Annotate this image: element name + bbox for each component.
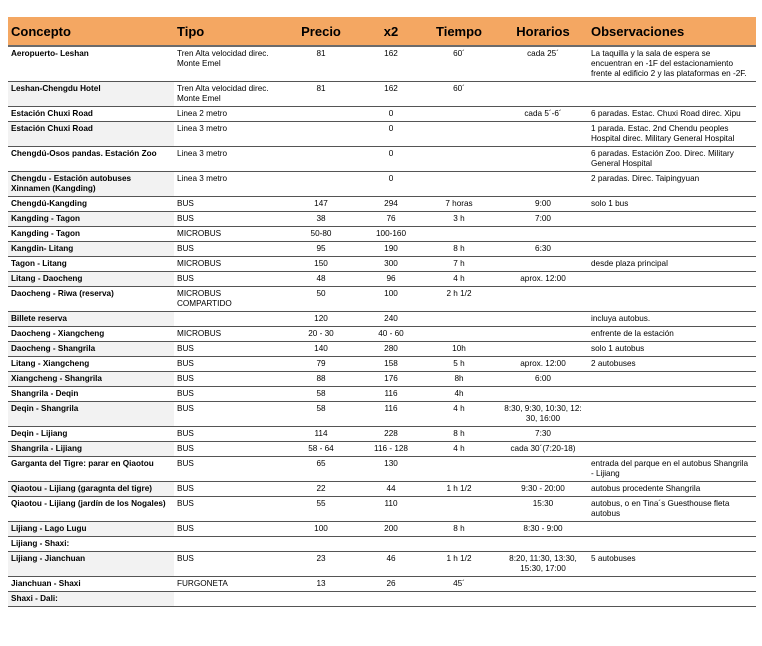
cell-x2: 96 [362, 272, 420, 287]
header-tiempo: Tiempo [420, 17, 498, 46]
cell-tipo: Linea 3 metro [174, 147, 280, 172]
cell-precio [280, 107, 362, 122]
cell-concepto: Kangding - Tagon [8, 212, 174, 227]
cell-tiempo [420, 312, 498, 327]
cell-horarios: 9:00 [498, 197, 588, 212]
cell-tipo: MICROBUS COMPARTIDO [174, 287, 280, 312]
cell-tipo: BUS [174, 357, 280, 372]
cell-observaciones [588, 442, 756, 457]
cell-concepto: Daocheng - Shangrila [8, 342, 174, 357]
cell-x2: 100 [362, 287, 420, 312]
cell-tiempo: 4h [420, 387, 498, 402]
cell-horarios: cada 30´(7:20-18) [498, 442, 588, 457]
cell-tipo: BUS [174, 197, 280, 212]
cell-precio [280, 592, 362, 607]
cell-x2: 0 [362, 107, 420, 122]
cell-x2: 44 [362, 482, 420, 497]
cell-x2: 0 [362, 122, 420, 147]
cell-precio: 22 [280, 482, 362, 497]
cell-concepto: Deqin - Shangrila [8, 402, 174, 427]
cell-concepto: Chengdú-Osos pandas. Estación Zoo [8, 147, 174, 172]
cell-observaciones: incluya autobus. [588, 312, 756, 327]
cell-tipo: BUS [174, 342, 280, 357]
cell-x2: 300 [362, 257, 420, 272]
cell-horarios: cada 25´ [498, 46, 588, 82]
cell-tipo: Tren Alta velocidad direc. Monte Emel [174, 46, 280, 82]
cell-tiempo: 1 h 1/2 [420, 552, 498, 577]
cell-precio: 38 [280, 212, 362, 227]
table-row [8, 107, 756, 122]
cell-precio [280, 122, 362, 147]
table-row [8, 457, 756, 482]
cell-horarios [498, 457, 588, 482]
cell-horarios: aprox. 12:00 [498, 357, 588, 372]
cell-observaciones [588, 272, 756, 287]
table-row [8, 482, 756, 497]
cell-concepto: Lijiang - Jianchuan [8, 552, 174, 577]
cell-horarios [498, 227, 588, 242]
cell-tiempo: 2 h 1/2 [420, 287, 498, 312]
cell-observaciones [588, 212, 756, 227]
cell-tiempo: 8 h [420, 522, 498, 537]
cell-horarios [498, 537, 588, 552]
cell-precio: 114 [280, 427, 362, 442]
table-row [8, 342, 756, 357]
cell-concepto: Qiaotou - Lijiang (jardín de los Nogales) [8, 497, 174, 522]
cell-observaciones: enfrente de la estación [588, 327, 756, 342]
cell-x2 [362, 537, 420, 552]
cell-concepto: Qiaotou - Lijiang (garagnta del tigre) [8, 482, 174, 497]
cell-tipo: BUS [174, 427, 280, 442]
cell-tipo [174, 537, 280, 552]
cell-x2: 162 [362, 82, 420, 107]
table-row [8, 257, 756, 272]
cell-concepto: Shangrila - Lijiang [8, 442, 174, 457]
cell-x2: 0 [362, 172, 420, 197]
transport-table-container [8, 17, 756, 607]
cell-tipo: BUS [174, 242, 280, 257]
table-row [8, 197, 756, 212]
header-horarios: Horarios [498, 17, 588, 46]
cell-observaciones: autobus procedente Shangrila [588, 482, 756, 497]
cell-x2: 0 [362, 147, 420, 172]
cell-precio [280, 147, 362, 172]
cell-tiempo [420, 227, 498, 242]
cell-tipo: Tren Alta velocidad direc. Monte Emel [174, 82, 280, 107]
cell-precio: 50 [280, 287, 362, 312]
cell-precio: 81 [280, 46, 362, 82]
cell-observaciones [588, 387, 756, 402]
cell-observaciones [588, 427, 756, 442]
header-x2: x2 [362, 17, 420, 46]
cell-tiempo: 3 h [420, 212, 498, 227]
cell-concepto: Tagon - Litang [8, 257, 174, 272]
cell-tiempo: 10h [420, 342, 498, 357]
cell-tipo: BUS [174, 387, 280, 402]
cell-tiempo: 4 h [420, 272, 498, 287]
cell-tiempo: 45´ [420, 577, 498, 592]
table-row [8, 242, 756, 257]
cell-horarios [498, 592, 588, 607]
cell-observaciones: autobus, o en Tina´s Guesthouse fleta autobus [588, 497, 756, 522]
cell-observaciones [588, 227, 756, 242]
table-row [8, 592, 756, 607]
header-concepto: Concepto [8, 17, 174, 46]
cell-x2: 294 [362, 197, 420, 212]
table-row [8, 497, 756, 522]
table-row [8, 212, 756, 227]
cell-tiempo [420, 172, 498, 197]
cell-concepto: Xiangcheng - Shangrila [8, 372, 174, 387]
cell-horarios [498, 312, 588, 327]
cell-precio: 50-80 [280, 227, 362, 242]
table-row [8, 522, 756, 537]
cell-tipo: BUS [174, 482, 280, 497]
cell-tiempo [420, 592, 498, 607]
cell-tipo [174, 312, 280, 327]
cell-precio: 150 [280, 257, 362, 272]
cell-precio: 81 [280, 82, 362, 107]
cell-tiempo [420, 107, 498, 122]
cell-horarios [498, 577, 588, 592]
cell-x2: 240 [362, 312, 420, 327]
cell-tiempo [420, 147, 498, 172]
table-row [8, 46, 756, 82]
cell-concepto: Lijiang - Shaxi: [8, 537, 174, 552]
cell-concepto: Chengdú-Kangding [8, 197, 174, 212]
table-row [8, 552, 756, 577]
cell-observaciones: 2 paradas. Direc. Taipingyuan [588, 172, 756, 197]
cell-x2: 158 [362, 357, 420, 372]
cell-precio: 65 [280, 457, 362, 482]
cell-observaciones [588, 592, 756, 607]
cell-x2: 100-160 [362, 227, 420, 242]
cell-observaciones [588, 577, 756, 592]
cell-concepto: Estación Chuxi Road [8, 107, 174, 122]
cell-horarios [498, 82, 588, 107]
cell-horarios: 8:30 - 9:00 [498, 522, 588, 537]
table-row [8, 172, 756, 197]
table-row [8, 577, 756, 592]
cell-concepto: Daocheng - Riwa (reserva) [8, 287, 174, 312]
table-row [8, 122, 756, 147]
cell-x2: 116 - 128 [362, 442, 420, 457]
cell-x2: 162 [362, 46, 420, 82]
cell-tipo: BUS [174, 212, 280, 227]
cell-precio: 100 [280, 522, 362, 537]
cell-precio: 58 [280, 387, 362, 402]
cell-tipo: BUS [174, 552, 280, 577]
cell-horarios: cada 5´-6´ [498, 107, 588, 122]
cell-tipo: BUS [174, 522, 280, 537]
cell-precio [280, 172, 362, 197]
cell-concepto: Kangding - Tagon [8, 227, 174, 242]
cell-horarios: 9:30 - 20:00 [498, 482, 588, 497]
cell-horarios [498, 327, 588, 342]
cell-tipo: BUS [174, 272, 280, 287]
cell-horarios: 8:30, 9:30, 10:30, 12: 30, 16:00 [498, 402, 588, 427]
cell-precio [280, 537, 362, 552]
cell-tiempo: 8h [420, 372, 498, 387]
cell-tiempo: 4 h [420, 442, 498, 457]
cell-observaciones: 5 autobuses [588, 552, 756, 577]
cell-precio: 48 [280, 272, 362, 287]
cell-horarios: 7:00 [498, 212, 588, 227]
cell-tipo: MICROBUS [174, 257, 280, 272]
cell-horarios [498, 287, 588, 312]
cell-tipo: BUS [174, 402, 280, 427]
cell-observaciones: 1 parada. Estac. 2nd Chendu peoples Hospital direc. Military General Hospital [588, 122, 756, 147]
table-row [8, 537, 756, 552]
cell-x2: 176 [362, 372, 420, 387]
cell-tiempo: 60´ [420, 82, 498, 107]
cell-observaciones [588, 522, 756, 537]
cell-observaciones: 2 autobuses [588, 357, 756, 372]
header-tipo: Tipo [174, 17, 280, 46]
table-row [8, 272, 756, 287]
cell-horarios [498, 172, 588, 197]
cell-tipo: BUS [174, 442, 280, 457]
cell-tiempo: 8 h [420, 427, 498, 442]
cell-tiempo [420, 122, 498, 147]
table-body [8, 46, 756, 607]
cell-x2: 110 [362, 497, 420, 522]
cell-observaciones: La taquilla y la sala de espera se encuentran en -1F del estacionamiento frente al edificio 2 y las plataformas en -2F. [588, 46, 756, 82]
cell-observaciones: 6 paradas. Estac. Chuxi Road direc. Xipu [588, 107, 756, 122]
cell-observaciones [588, 287, 756, 312]
table-row [8, 357, 756, 372]
cell-precio: 20 - 30 [280, 327, 362, 342]
table-row [8, 227, 756, 242]
table-row [8, 372, 756, 387]
cell-observaciones [588, 372, 756, 387]
table-row [8, 287, 756, 312]
cell-x2: 130 [362, 457, 420, 482]
cell-precio: 58 - 64 [280, 442, 362, 457]
cell-tiempo [420, 537, 498, 552]
cell-precio: 120 [280, 312, 362, 327]
cell-tipo: MICROBUS [174, 227, 280, 242]
cell-observaciones [588, 537, 756, 552]
cell-x2 [362, 592, 420, 607]
cell-tiempo: 7 horas [420, 197, 498, 212]
cell-concepto: Shaxi - Dali: [8, 592, 174, 607]
cell-concepto: Estación Chuxi Road [8, 122, 174, 147]
cell-horarios: 6:30 [498, 242, 588, 257]
cell-precio: 140 [280, 342, 362, 357]
cell-horarios: 6:00 [498, 372, 588, 387]
cell-horarios [498, 122, 588, 147]
cell-tipo [174, 592, 280, 607]
table-row [8, 327, 756, 342]
cell-horarios: 7:30 [498, 427, 588, 442]
cell-observaciones: entrada del parque en el autobus Shangrila - Lijiang [588, 457, 756, 482]
cell-horarios [498, 147, 588, 172]
cell-x2: 228 [362, 427, 420, 442]
cell-concepto: Lijiang - Lago Lugu [8, 522, 174, 537]
cell-horarios: aprox. 12:00 [498, 272, 588, 287]
cell-x2: 116 [362, 387, 420, 402]
cell-precio: 55 [280, 497, 362, 522]
cell-tipo: BUS [174, 372, 280, 387]
cell-precio: 88 [280, 372, 362, 387]
table-row [8, 82, 756, 107]
cell-tiempo [420, 457, 498, 482]
cell-concepto: Billete reserva [8, 312, 174, 327]
cell-tiempo [420, 327, 498, 342]
cell-tiempo: 4 h [420, 402, 498, 427]
cell-concepto: Deqin - Lijiang [8, 427, 174, 442]
cell-observaciones [588, 242, 756, 257]
cell-horarios: 15:30 [498, 497, 588, 522]
cell-concepto: Garganta del Tigre: parar en Qiaotou [8, 457, 174, 482]
table-row [8, 387, 756, 402]
cell-concepto: Aeropuerto- Leshan [8, 46, 174, 82]
table-row [8, 312, 756, 327]
cell-tiempo: 5 h [420, 357, 498, 372]
header-observaciones: Observaciones [588, 17, 756, 46]
cell-observaciones: 6 paradas. Estación Zoo. Direc. Military General Hospital [588, 147, 756, 172]
cell-tipo: Linea 3 metro [174, 122, 280, 147]
cell-concepto: Jianchuan - Shaxi [8, 577, 174, 592]
cell-precio: 58 [280, 402, 362, 427]
cell-concepto: Litang - Daocheng [8, 272, 174, 287]
cell-x2: 280 [362, 342, 420, 357]
cell-observaciones: solo 1 bus [588, 197, 756, 212]
table-row [8, 442, 756, 457]
cell-horarios [498, 257, 588, 272]
cell-x2: 190 [362, 242, 420, 257]
cell-tiempo: 7 h [420, 257, 498, 272]
cell-precio: 13 [280, 577, 362, 592]
cell-horarios: 8:20, 11:30, 13:30, 15:30, 17:00 [498, 552, 588, 577]
header-precio: Precio [280, 17, 362, 46]
cell-tiempo: 60´ [420, 46, 498, 82]
cell-concepto: Chengdu - Estación autobuses Xinnamen (Kangding) [8, 172, 174, 197]
cell-precio: 79 [280, 357, 362, 372]
cell-horarios [498, 342, 588, 357]
cell-tiempo: 1 h 1/2 [420, 482, 498, 497]
cell-tiempo: 8 h [420, 242, 498, 257]
transport-table [8, 17, 756, 607]
cell-observaciones [588, 82, 756, 107]
cell-x2: 40 - 60 [362, 327, 420, 342]
cell-concepto: Shangrila - Deqin [8, 387, 174, 402]
cell-tipo: MICROBUS [174, 327, 280, 342]
cell-tiempo [420, 497, 498, 522]
cell-observaciones: solo 1 autobus [588, 342, 756, 357]
cell-tipo: BUS [174, 457, 280, 482]
cell-tipo: BUS [174, 497, 280, 522]
cell-precio: 95 [280, 242, 362, 257]
cell-concepto: Litang - Xiangcheng [8, 357, 174, 372]
cell-x2: 46 [362, 552, 420, 577]
cell-x2: 26 [362, 577, 420, 592]
cell-observaciones [588, 402, 756, 427]
cell-x2: 200 [362, 522, 420, 537]
cell-concepto: Kangdin- Litang [8, 242, 174, 257]
cell-x2: 116 [362, 402, 420, 427]
cell-x2: 76 [362, 212, 420, 227]
cell-tipo: FURGONETA [174, 577, 280, 592]
cell-tipo: Linea 2 metro [174, 107, 280, 122]
cell-observaciones: desde plaza principal [588, 257, 756, 272]
cell-tipo: Linea 3 metro [174, 172, 280, 197]
cell-concepto: Leshan-Chengdu Hotel [8, 82, 174, 107]
cell-precio: 147 [280, 197, 362, 212]
cell-horarios [498, 387, 588, 402]
table-row [8, 402, 756, 427]
table-row [8, 147, 756, 172]
cell-precio: 23 [280, 552, 362, 577]
table-row [8, 427, 756, 442]
cell-concepto: Daocheng - Xiangcheng [8, 327, 174, 342]
header-row [8, 17, 756, 46]
